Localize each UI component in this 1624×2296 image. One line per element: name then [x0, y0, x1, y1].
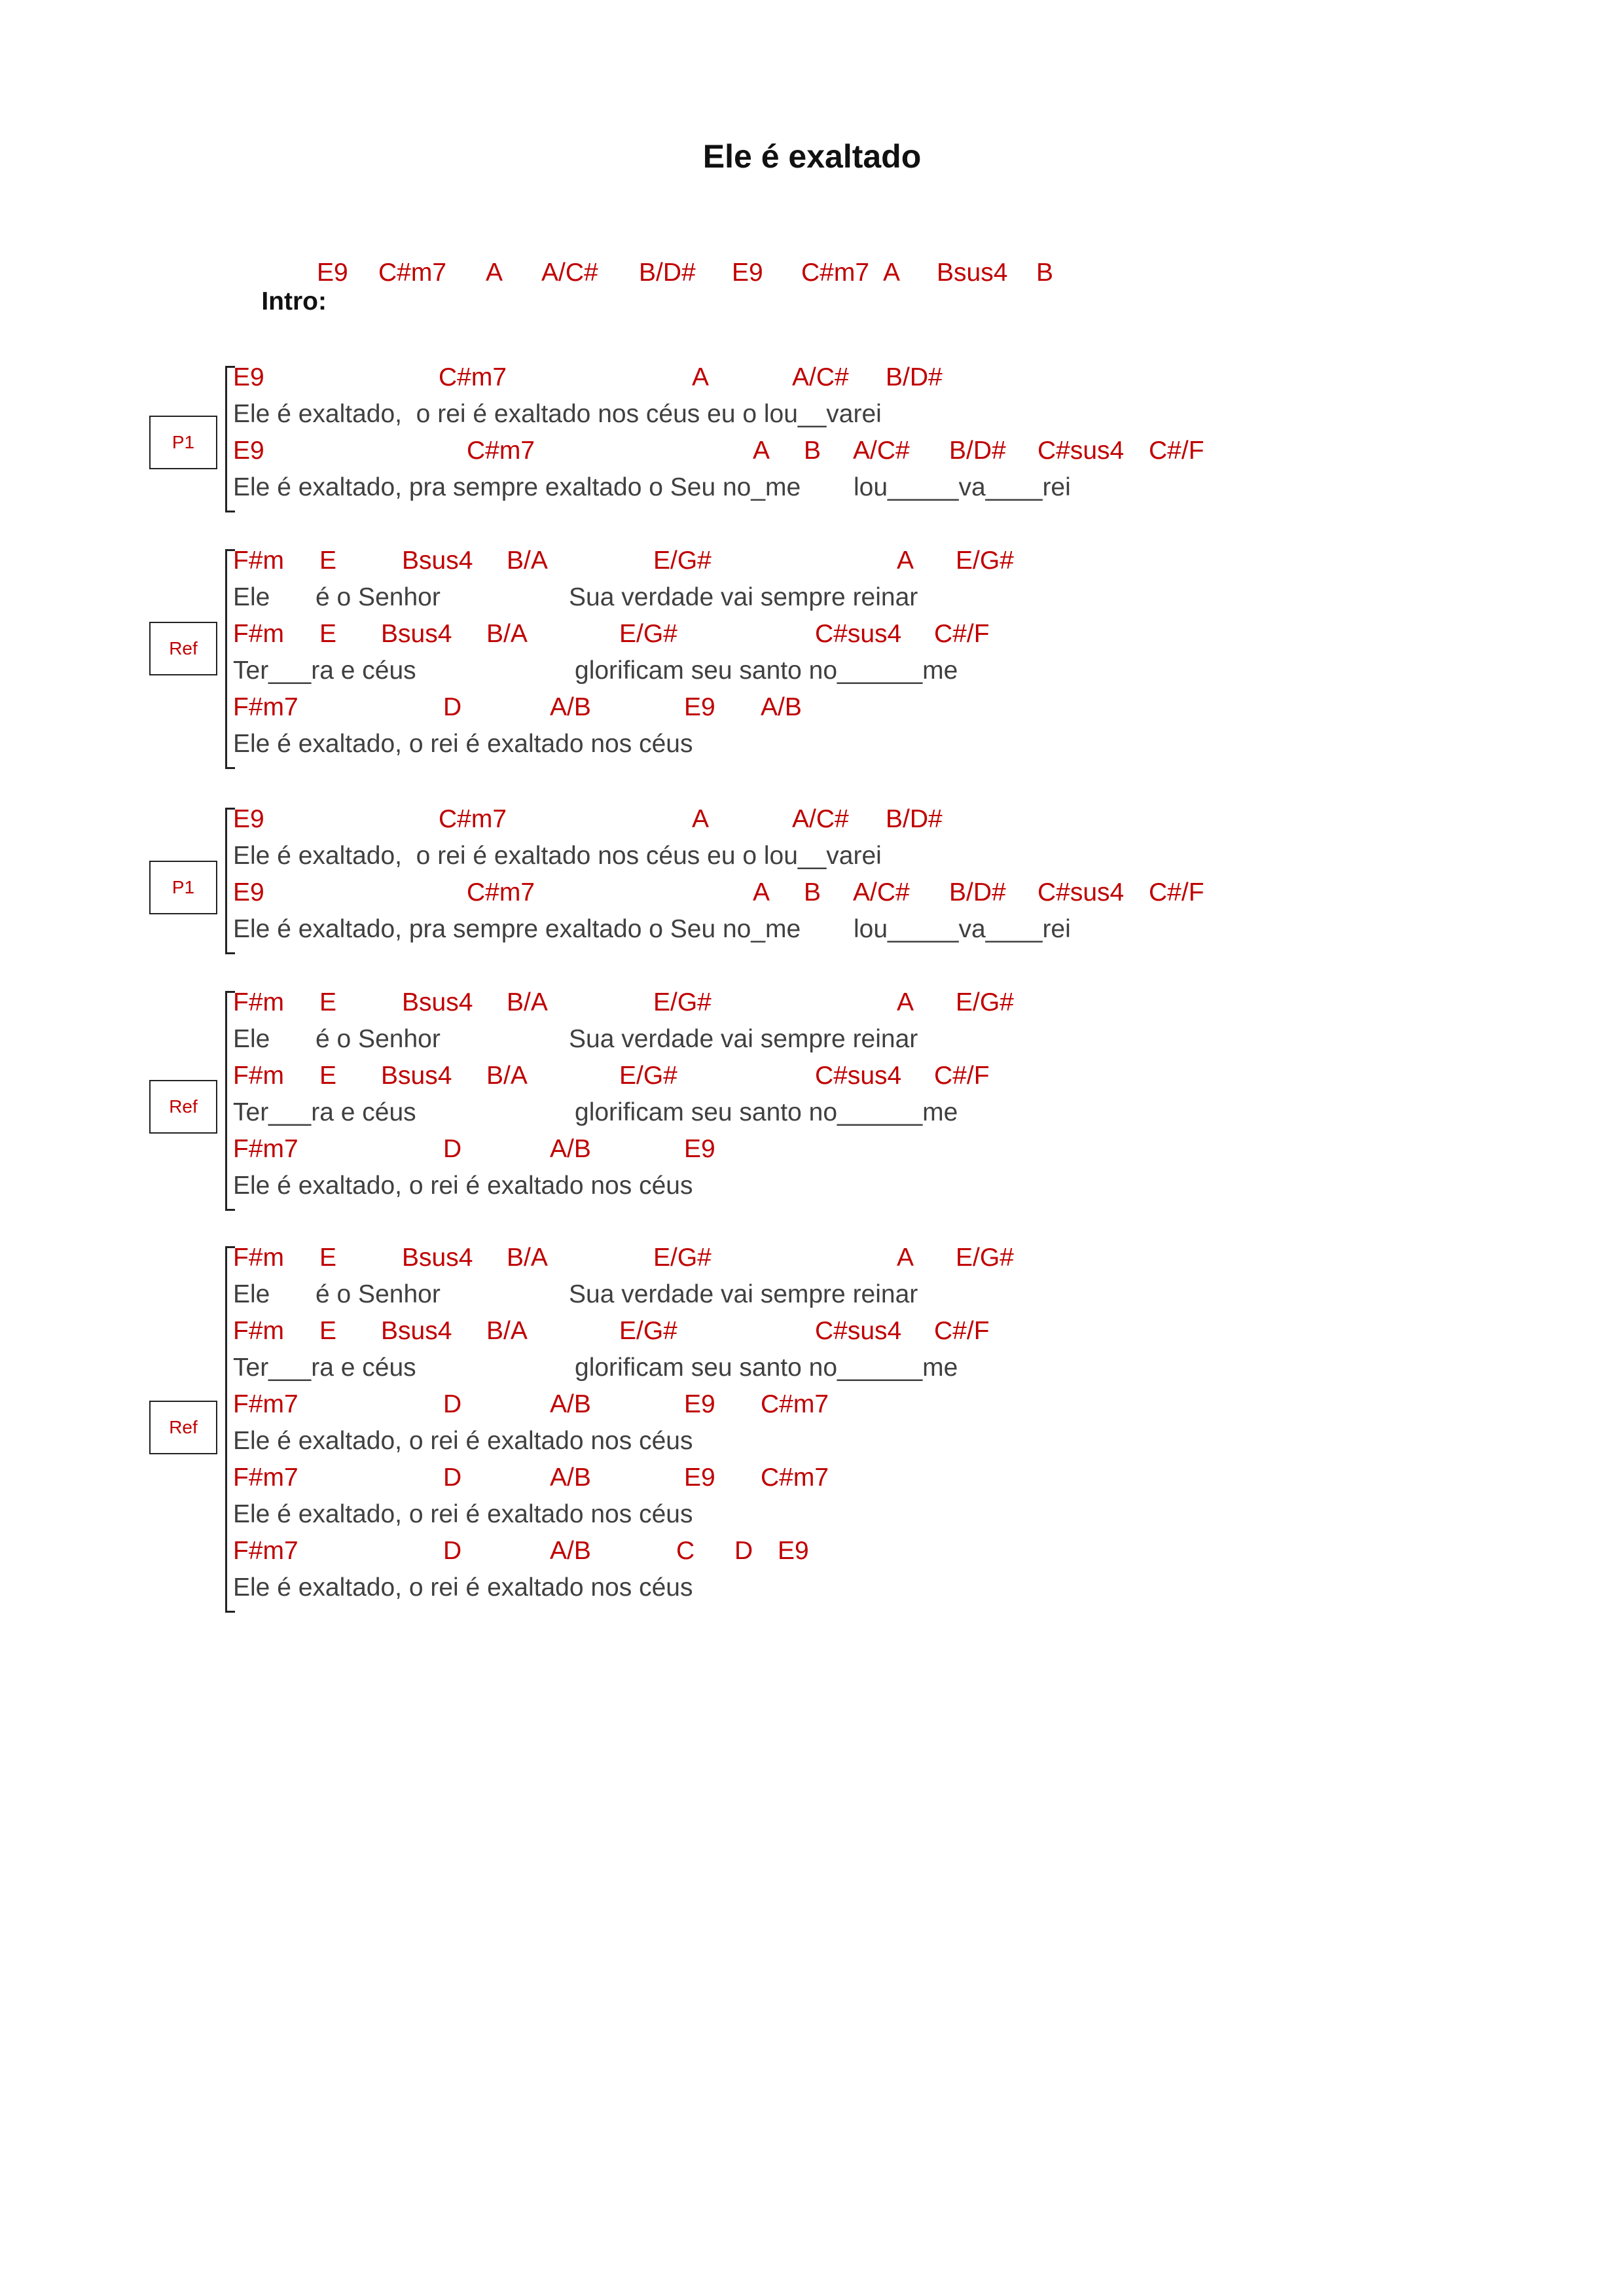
- chord-symbol: E/G#: [619, 620, 677, 648]
- chord-symbol: E/G#: [653, 1244, 712, 1272]
- chord-symbol: B/A: [507, 1244, 548, 1272]
- chord-symbol: A/B: [550, 1390, 591, 1418]
- intro-chord: Bsus4: [937, 259, 1008, 287]
- lyric-text: Ele: [233, 1280, 270, 1308]
- lyric-line: [0, 583, 1624, 620]
- chord-symbol: A: [753, 878, 770, 906]
- chord-symbol: Bsus4: [402, 988, 473, 1016]
- chord-symbol: E9: [684, 1463, 715, 1492]
- chord-symbol: F#m: [233, 547, 284, 575]
- lyric-text: é o Senhor: [316, 1025, 441, 1053]
- lyric-line: [0, 842, 1624, 878]
- lyric-text: Sua verdade vai sempre reinar: [569, 583, 918, 611]
- lyric-text: glorificam seu santo no______me: [575, 1354, 958, 1382]
- chord-symbol: D: [443, 1537, 462, 1565]
- chord-symbol: A/B: [550, 1537, 591, 1565]
- chord-symbol: A/C#: [853, 878, 910, 906]
- chord-symbol: Bsus4: [381, 1062, 452, 1090]
- chord-symbol: B/D#: [886, 805, 943, 833]
- chord-symbol: B/D#: [886, 363, 943, 391]
- chord-symbol: Bsus4: [402, 1244, 473, 1272]
- chord-symbol: C#m7: [761, 1463, 829, 1492]
- chord-symbol: C#sus4: [815, 620, 902, 648]
- chord-symbol: A: [897, 547, 914, 575]
- chord-symbol: D: [443, 1135, 462, 1163]
- chord-symbol: C#m7: [439, 805, 507, 833]
- chord-symbol: A: [753, 437, 770, 465]
- lyric-line: [0, 1500, 1624, 1537]
- chord-symbol: F#m: [233, 988, 284, 1016]
- chord-symbol: C#m7: [467, 878, 535, 906]
- section-tag: P1: [149, 416, 217, 469]
- lyric-text: Ter___ra e céus: [233, 1098, 416, 1126]
- lyric-text: Ele é exaltado, o rei é exaltado nos céus: [233, 1573, 693, 1602]
- chord-symbol: C#/F: [934, 1062, 990, 1090]
- chord-line: [0, 1244, 1624, 1280]
- chord-symbol: E/G#: [619, 1317, 677, 1345]
- chord-symbol: B: [804, 437, 821, 465]
- chord-symbol: A/C#: [853, 437, 910, 465]
- chord-line: [0, 620, 1624, 656]
- chord-symbol: C#m7: [439, 363, 507, 391]
- chord-symbol: E9: [233, 878, 264, 906]
- intro-chord: C#m7: [801, 259, 870, 287]
- chord-symbol: A/B: [550, 693, 591, 721]
- chord-symbol: B/D#: [949, 437, 1006, 465]
- chord-symbol: E9: [684, 1135, 715, 1163]
- chord-line: [0, 1317, 1624, 1354]
- chord-line: [0, 1062, 1624, 1098]
- chord-symbol: E9: [778, 1537, 809, 1565]
- chord-symbol: C#/F: [934, 620, 990, 648]
- lyric-text: é o Senhor: [316, 583, 441, 611]
- chord-line: [0, 1135, 1624, 1172]
- chord-symbol: D: [443, 693, 462, 721]
- chord-line: [0, 1390, 1624, 1427]
- chord-symbol: D: [443, 1390, 462, 1418]
- section-tag: Ref: [149, 1080, 217, 1134]
- chord-symbol: F#m7: [233, 1463, 298, 1492]
- intro-chord: B: [1036, 259, 1054, 287]
- chord-symbol: F#m7: [233, 1135, 298, 1163]
- chord-symbol: Bsus4: [381, 620, 452, 648]
- chord-symbol: F#m: [233, 1062, 284, 1090]
- chord-line: [0, 1463, 1624, 1500]
- lyric-text: glorificam seu santo no______me: [575, 1098, 958, 1126]
- chord-symbol: C#sus4: [815, 1062, 902, 1090]
- song-title: Ele é exaltado: [702, 138, 922, 175]
- chord-symbol: A/B: [550, 1135, 591, 1163]
- lyric-line: [0, 1172, 1624, 1208]
- lyric-text: Ele é exaltado, o rei é exaltado nos céus: [233, 1172, 693, 1200]
- intro-chord: A/C#: [541, 259, 598, 287]
- lyric-text: Sua verdade vai sempre reinar: [569, 1025, 918, 1053]
- chord-symbol: Bsus4: [402, 547, 473, 575]
- section-tag: P1: [149, 861, 217, 914]
- chord-line: [0, 363, 1624, 400]
- section-tag: Ref: [149, 622, 217, 675]
- lyric-text: Sua verdade vai sempre reinar: [569, 1280, 918, 1308]
- lyric-line: [0, 473, 1624, 510]
- chord-symbol: E: [319, 620, 337, 648]
- chord-symbol: A/C#: [792, 805, 849, 833]
- chord-symbol: B/A: [486, 1062, 528, 1090]
- chord-symbol: E: [319, 1317, 337, 1345]
- chord-symbol: A: [692, 805, 710, 833]
- lyric-line: [0, 1280, 1624, 1317]
- intro-chord: C#m7: [378, 259, 447, 287]
- lyric-text: Ele é exaltado, pra sempre exaltado o Seu no_me: [233, 915, 801, 943]
- chord-symbol: E: [319, 1062, 337, 1090]
- section-tag: Ref: [149, 1401, 217, 1454]
- lyric-text: Ele é exaltado, o rei é exaltado nos céus eu o lou__varei: [233, 842, 882, 870]
- chord-symbol: A: [692, 363, 710, 391]
- chord-symbol: E9: [233, 363, 264, 391]
- chord-symbol: D: [734, 1537, 753, 1565]
- intro-line: [233, 259, 1054, 315]
- chord-symbol: C#/F: [934, 1317, 990, 1345]
- lyric-text: lou_____va____rei: [854, 915, 1071, 943]
- chord-symbol: C: [676, 1537, 695, 1565]
- lyric-text: Ele é exaltado, o rei é exaltado nos céus: [233, 1427, 693, 1455]
- chord-symbol: A/B: [550, 1463, 591, 1492]
- chord-symbol: C#/F: [1149, 437, 1204, 465]
- chord-symbol: C#/F: [1149, 878, 1204, 906]
- lyric-text: Ele: [233, 1025, 270, 1053]
- lyric-text: Ele: [233, 583, 270, 611]
- chord-symbol: E9: [233, 437, 264, 465]
- chord-symbol: F#m: [233, 620, 284, 648]
- lyric-line: [0, 656, 1624, 693]
- chord-line: [0, 547, 1624, 583]
- lyric-line: [0, 1025, 1624, 1062]
- chord-symbol: B/A: [486, 1317, 528, 1345]
- chord-line: [0, 878, 1624, 915]
- chord-symbol: A: [897, 1244, 914, 1272]
- lyric-line: [0, 1427, 1624, 1463]
- chord-symbol: Bsus4: [381, 1317, 452, 1345]
- lyric-line: [0, 1098, 1624, 1135]
- chord-symbol: E/G#: [956, 988, 1014, 1016]
- chord-symbol: F#m7: [233, 693, 298, 721]
- chord-symbol: E/G#: [653, 547, 712, 575]
- chord-symbol: E9: [233, 805, 264, 833]
- lyric-text: Ter___ra e céus: [233, 656, 416, 685]
- chord-symbol: B/A: [486, 620, 528, 648]
- chord-symbol: C#sus4: [1038, 878, 1125, 906]
- intro-chord: A: [883, 259, 901, 287]
- chord-symbol: E/G#: [956, 1244, 1014, 1272]
- intro-chord: B/D#: [639, 259, 696, 287]
- chord-symbol: A/C#: [792, 363, 849, 391]
- intro-chord: A: [486, 259, 503, 287]
- chord-symbol: F#m: [233, 1244, 284, 1272]
- chord-symbol: E9: [684, 1390, 715, 1418]
- chord-symbol: E: [319, 1244, 337, 1272]
- chord-symbol: C#m7: [761, 1390, 829, 1418]
- lyric-text: Ele é exaltado, o rei é exaltado nos céus: [233, 730, 693, 758]
- chord-symbol: A/B: [761, 693, 802, 721]
- lyric-text: glorificam seu santo no______me: [575, 656, 958, 685]
- lyric-text: é o Senhor: [316, 1280, 441, 1308]
- lyric-text: Ele é exaltado, pra sempre exaltado o Seu no_me: [233, 473, 801, 501]
- lyric-line: [0, 730, 1624, 766]
- intro-chord: E9: [732, 259, 763, 287]
- lyric-line: [0, 1573, 1624, 1610]
- chord-symbol: C#sus4: [815, 1317, 902, 1345]
- chord-symbol: E9: [684, 693, 715, 721]
- chord-line: [0, 988, 1624, 1025]
- chord-line: [0, 1537, 1624, 1573]
- chord-symbol: B/A: [507, 547, 548, 575]
- lyric-line: [0, 1354, 1624, 1390]
- chord-symbol: A: [897, 988, 914, 1016]
- chord-symbol: C#sus4: [1038, 437, 1125, 465]
- chord-symbol: B/A: [507, 988, 548, 1016]
- chord-symbol: B: [804, 878, 821, 906]
- chord-line: [0, 693, 1624, 730]
- intro-label: Intro:: [261, 287, 327, 315]
- chord-symbol: E/G#: [619, 1062, 677, 1090]
- chord-symbol: F#m7: [233, 1390, 298, 1418]
- lyric-line: [0, 400, 1624, 437]
- lyric-text: Ele é exaltado, o rei é exaltado nos céus: [233, 1500, 693, 1528]
- chord-symbol: E: [319, 547, 337, 575]
- chord-symbol: E/G#: [956, 547, 1014, 575]
- lyric-text: Ele é exaltado, o rei é exaltado nos céus eu o lou__varei: [233, 400, 882, 428]
- chord-symbol: B/D#: [949, 878, 1006, 906]
- chord-symbol: F#m7: [233, 1537, 298, 1565]
- chord-symbol: D: [443, 1463, 462, 1492]
- lyric-text: lou_____va____rei: [854, 473, 1071, 501]
- chord-symbol: E/G#: [653, 988, 712, 1016]
- chord-line: [0, 805, 1624, 842]
- chord-symbol: F#m: [233, 1317, 284, 1345]
- chord-symbol: E: [319, 988, 337, 1016]
- lyric-text: Ter___ra e céus: [233, 1354, 416, 1382]
- intro-chord: E9: [317, 259, 348, 287]
- chord-symbol: C#m7: [467, 437, 535, 465]
- lyric-line: [0, 915, 1624, 952]
- chord-line: [0, 437, 1624, 473]
